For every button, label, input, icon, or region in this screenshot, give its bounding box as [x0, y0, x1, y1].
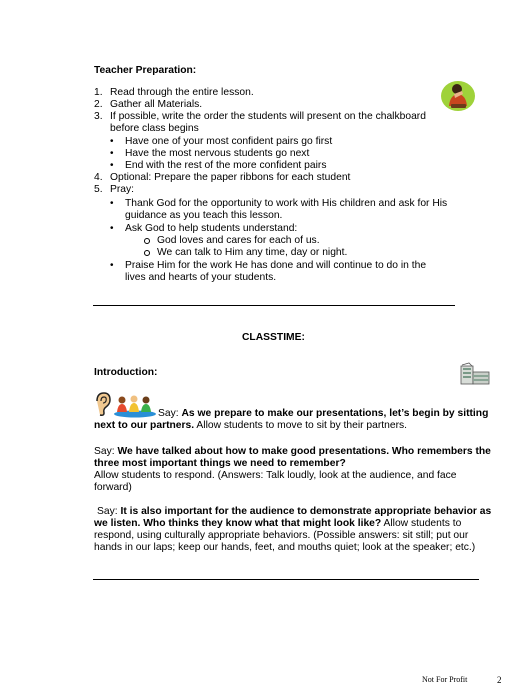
praying-person-icon [440, 80, 476, 112]
bullet: • [110, 136, 114, 147]
bullet: • [110, 198, 114, 209]
intro-paragraph-2-line2: three most important things we need to remember? [94, 458, 346, 469]
bullet: • [110, 160, 114, 171]
pray-item-3-line1: Praise Him for the work He has done and will continue to do in the [125, 260, 427, 271]
pray-item-3-line2: lives and hearts of your students. [125, 272, 277, 283]
books-icon [459, 362, 491, 388]
list-number: 5. [94, 184, 103, 195]
section-divider [93, 579, 479, 580]
prep-item-2: Gather all Materials. [110, 99, 203, 110]
children-sitting-icon [113, 394, 157, 418]
pray-subitem: We can talk to Him any time, day or night. [157, 247, 348, 258]
pray-subitem: God loves and cares for each of us. [157, 235, 320, 246]
pray-item-1-line2: guidance as you teach this lesson. [125, 210, 283, 221]
pray-item-2: Ask God to help students understand: [125, 223, 298, 234]
intro-paragraph-2: Say: We have talked about how to make good presentations. Who remembers the [94, 446, 491, 457]
pray-item-1-line1: Thank God for the opportunity to work with His children and ask for His [125, 198, 448, 209]
introduction-heading: Introduction: [94, 367, 158, 378]
page-number: 2 [497, 675, 502, 685]
prep-subitem: Have the most nervous students go next [125, 148, 310, 159]
prep-subitem: End with the rest of the more confident pairs [125, 160, 327, 171]
list-number: 2. [94, 99, 103, 110]
intro-paragraph-1-line2: next to our partners. Allow students to move to sit by their partners. [94, 420, 408, 431]
section-divider [93, 305, 455, 306]
list-number: 1. [94, 87, 103, 98]
list-number: 4. [94, 172, 103, 183]
circle-bullet [144, 238, 150, 244]
bullet: • [110, 148, 114, 159]
prep-item-3-line2: before class begins [110, 123, 199, 134]
teacher-preparation-heading: Teacher Preparation: [94, 65, 197, 76]
list-number: 3. [94, 111, 103, 122]
prep-subitem: Have one of your most confident pairs go first [125, 136, 333, 147]
intro-paragraph-1: Say: As we prepare to make our presentations, let’s begin by sitting [158, 408, 489, 419]
ear-icon [94, 391, 112, 417]
prep-item-1: Read through the entire lesson. [110, 87, 254, 98]
prep-item-4: Optional: Prepare the paper ribbons for each student [110, 172, 351, 183]
intro-paragraph-2-line4: forward) [94, 482, 132, 493]
intro-paragraph-3-line4: hands in our laps; keep our hands, feet, and mouths quiet; look at the speaker; etc.) [94, 542, 476, 553]
intro-paragraph-3: Say: It is also important for the audience to demonstrate appropriate behavior as [97, 506, 492, 517]
prep-item-5: Pray: [110, 184, 135, 195]
intro-paragraph-3-line3: respond, using culturally appropriate behaviors. (Possible answers: sit still; put our [94, 530, 469, 541]
footer-label: Not For Profit [422, 675, 468, 684]
prep-item-3-line1: If possible, write the order the students will present on the chalkboard [110, 111, 426, 122]
bullet: • [110, 260, 114, 271]
circle-bullet [144, 250, 150, 256]
intro-paragraph-2-line3: Allow students to respond. (Answers: Talk loudly, look at the audience, and face [94, 470, 457, 481]
intro-paragraph-3-line2: we listen. Who thinks they know what that might look like? Allow students to [94, 518, 462, 529]
classtime-heading: CLASSTIME: [242, 332, 305, 343]
bullet: • [110, 223, 114, 234]
